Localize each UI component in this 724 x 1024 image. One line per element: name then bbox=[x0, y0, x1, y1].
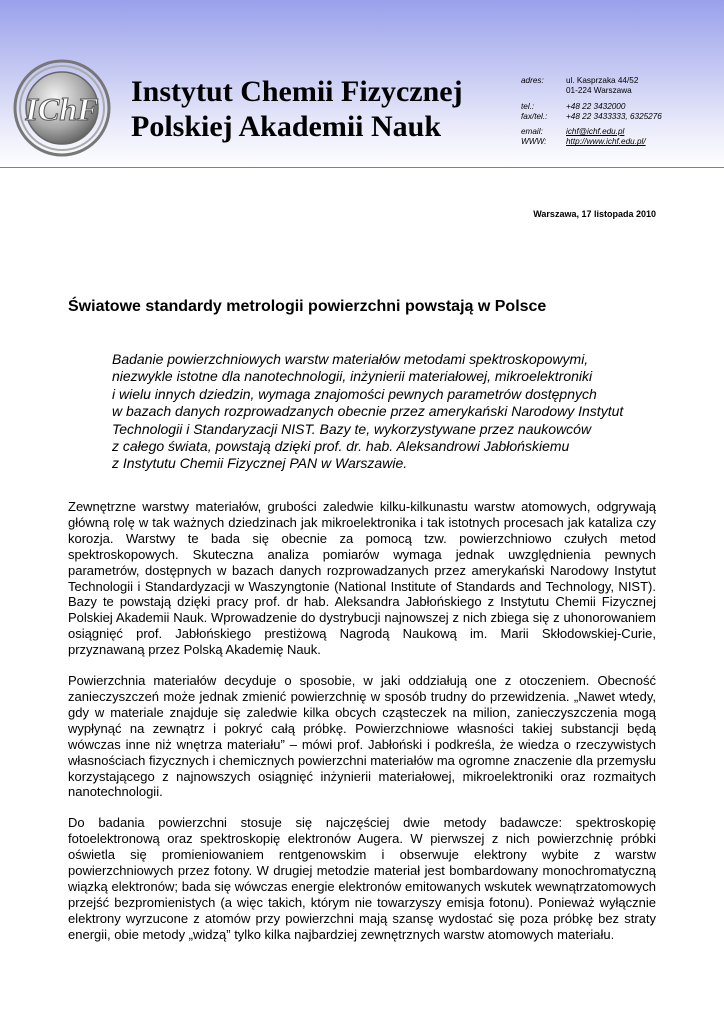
body-paragraph-1: Zewnętrzne warstwy materiałów, grubości zaledwie kilku-kilkunastu warstw atomowych, odgrywają główną rolę w tak ważnych dziedzinach jak mikroelektronika i tak istotnych procesach jak kataliza czy korozja. Warstwy te bada się obecnie za pomocą tzw. powierzchniowo czułych metod spektroskopowych. Skuteczna analiza pomiarów wymaga jednak uwzględnienia pewnych parametrów, dostępnych w bazach danych rozprowadzanych przez amerykański Narodowy Instytut Technologii i Standardyzacji w Waszyngtonie (National Institute of Standards and Technology, NIST). Bazy te powstają dzięki pracy prof. dr hab. Aleksandra Jabłońskiego z Instytutu Chemii Fizycznej Polskiej Akademii Nauk. Wprowadzenie do dystrybucji najnowszej z nich zbiega się z uhonorowaniem osiągnięć prof. Jabłońskiego prestiżową Nagrodą Naukową im. Marii Skłodowskiej-Curie, przyznawaną przez Polską Akademię Nauk. bbox=[68, 499, 656, 658]
letterhead bbox=[0, 0, 724, 168]
contact-block bbox=[521, 76, 662, 148]
body-paragraph-2: Powierzchnia materiałów decyduje o sposobie, w jaki oddziałują one z otoczeniem. Obecność zanieczyszczeń może jednak zmienić powierzchnię w sposób trudny do przewidzenia. „Nawet wtedy, gdy w materiale znajduje się zaledwie kilka obcych cząsteczek na milion, zanieczyszczenia mogą wypłynąć na zewnątrz i pokryć całą próbkę. Powierzchniowe własności takiej substancji będą wówczas inne niż wnętrza materiału” – mówi prof. Jabłoński i podkreśla, że wiedza o rzeczywistych własnościach fizycznych i chemicznych powierzchni materiałów ma ogromne znaczenie dla przemysłu korzystającego z najnowszych osiągnięć inżynierii materiałowej, mikroelektroniki oraz rozmaitych nanotechnologii. bbox=[68, 673, 656, 800]
institute-name-line-2: Polskiej Akademii Nauk bbox=[131, 110, 442, 143]
lead-line: z Instytutu Chemii Fizycznej PAN w Warszawie. bbox=[112, 455, 408, 472]
ichf-logo bbox=[12, 58, 112, 158]
email-link[interactable]: ichf@ichf.edu.pl bbox=[566, 127, 625, 137]
lead-line: Technologii i Standaryzacji NIST. Bazy te, wykorzystywane przez naukowców bbox=[112, 420, 592, 437]
www-label: WWW: bbox=[521, 137, 547, 147]
lead-paragraph bbox=[112, 351, 652, 473]
lead-line: w bazach danych rozprowadzanych obecnie przez amerykański Narodowy Instytut bbox=[112, 403, 624, 420]
lead-line: Badanie powierzchniowych warstw materiałów metodami spektroskopowymi, bbox=[112, 351, 589, 367]
lead-line: niezwykle istotne dla nanotechnologii, inżynierii materiałowej, mikroelektroniki bbox=[112, 368, 593, 385]
institute-name bbox=[131, 74, 463, 144]
email-label: email: bbox=[521, 127, 543, 137]
website-link[interactable]: http://www.ichf.edu.pl/ bbox=[566, 137, 646, 147]
fax-value: +48 22 3433333, 6325276 bbox=[566, 111, 662, 121]
document-date: Warszawa, 17 listopada 2010 bbox=[533, 209, 656, 219]
lead-line: i wielu innych dziedzin, wymaga znajomości pewnych parametrów dostępnych bbox=[112, 385, 597, 402]
tel-label: tel.: bbox=[521, 101, 535, 111]
lead-line: z całego świata, powstają dzięki prof. dr. hab. Aleksandrowi Jabłońskiemu bbox=[112, 438, 570, 455]
institute-name-line-1: Instytut Chemii Fizycznej bbox=[131, 75, 463, 108]
address-line-2: 01-224 Warszawa bbox=[566, 86, 632, 96]
press-release-headline: Światowe standardy metrologii powierzchni powstają w Polsce bbox=[68, 298, 547, 315]
address-label: adres: bbox=[521, 76, 544, 85]
article-body bbox=[68, 499, 656, 958]
address-line-1: ul. Kasprzaka 44/52 bbox=[566, 76, 639, 85]
fax-label: fax/tel.: bbox=[521, 111, 548, 121]
header-divider bbox=[0, 167, 724, 168]
tel-value: +48 22 3432000 bbox=[566, 101, 626, 111]
body-paragraph-3: Do badania powierzchni stosuje się najczęściej dwie metody badawcze: spektroskopię fotoelektronową oraz spektroskopię elektronów Augera. W pierwszej z nich powierzchnię próbki oświetla się promieniowaniem rentgenowskim i obserwuje elektrony wybite z warstw powierzchniowych przez fotony. W drugiej metodzie materiał jest bombardowany monochromatyczną wiązką elektronów; bada się wówczas energie elektronów emitowanych wskutek wewnątrzatomowych przejść bezpromienistych (a więc takich, którym nie towarzyszy emisja fotonu). Ponieważ wyłącznie elektrony wyrzucone z atomów przy powierzchni mają szansę wydostać się poza próbkę bez straty energii, obie metody „widzą” tylko kilka najbardziej zewnętrznych warstw atomowych materiału. bbox=[68, 815, 656, 942]
logo-text: IChF bbox=[25, 91, 99, 127]
